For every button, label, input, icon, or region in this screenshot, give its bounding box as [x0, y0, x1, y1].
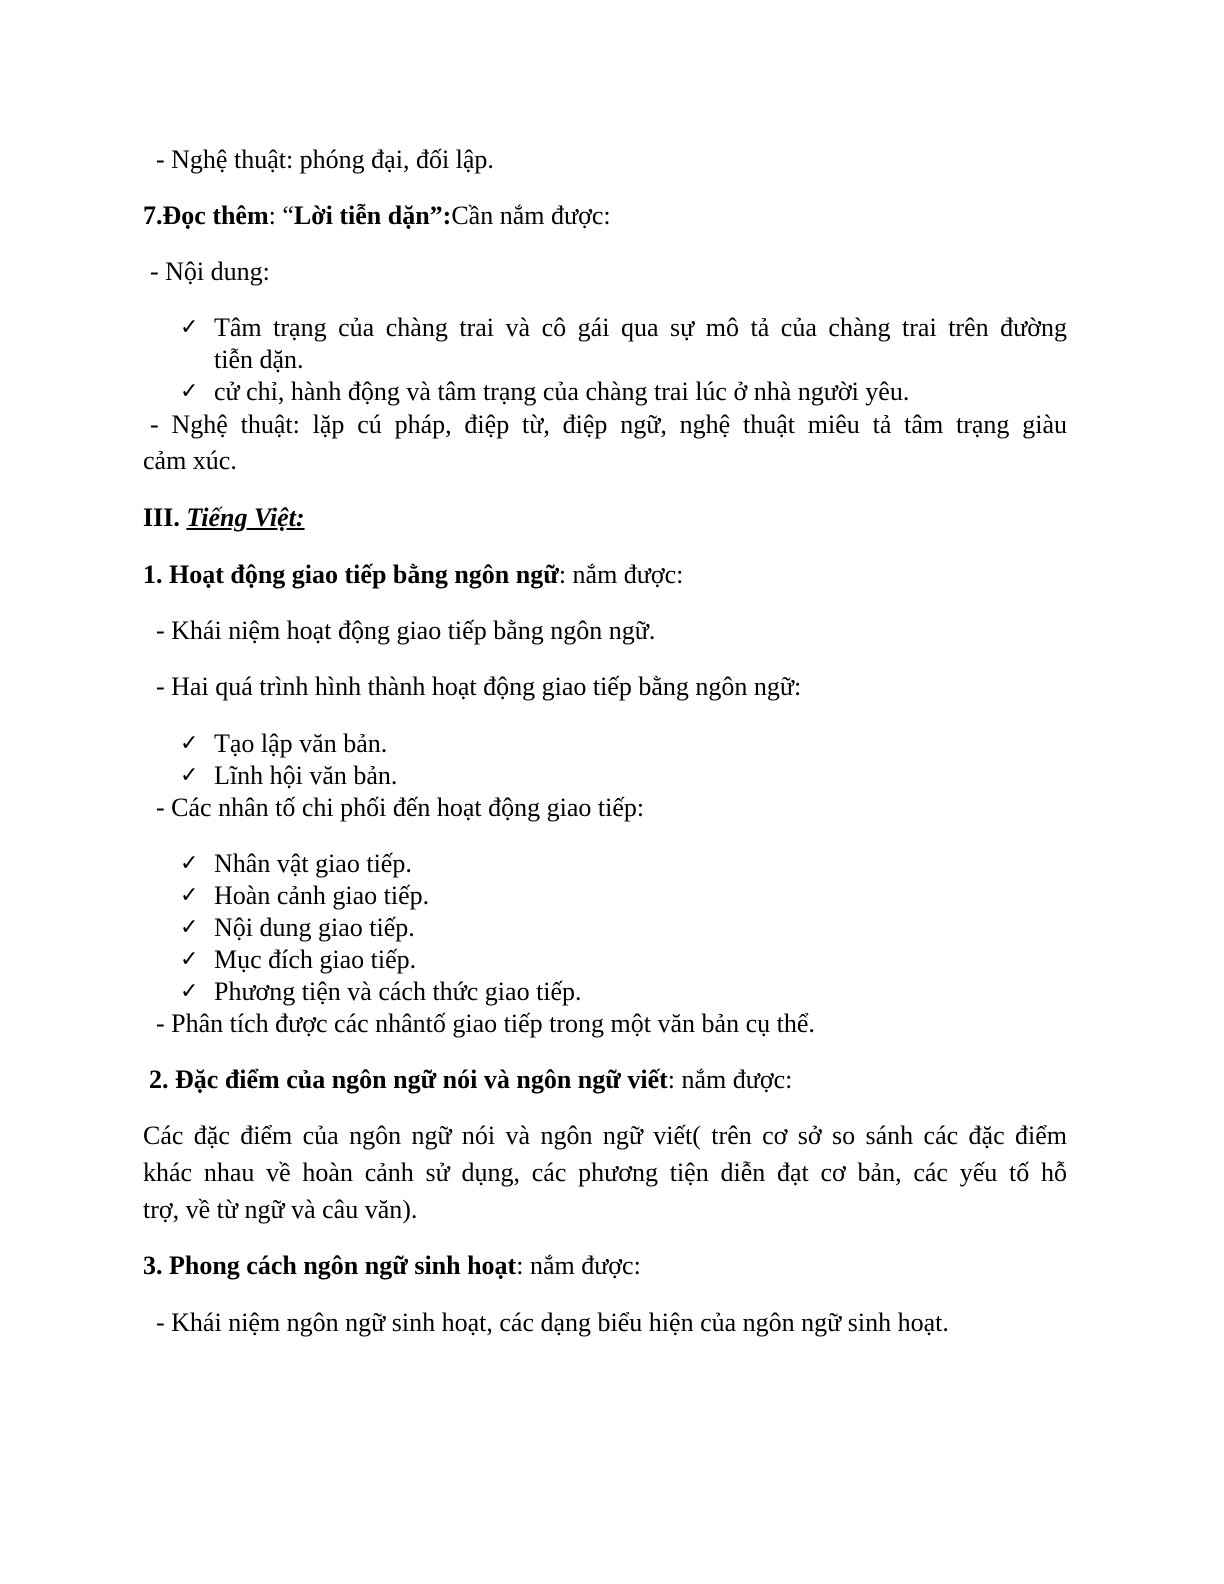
heading-1 [143, 557, 1067, 593]
section-heading [143, 500, 1067, 536]
h3-paragraph: - Khái niệm ngôn ngữ sinh hoạt, các dạng biểu hiện của ngôn ngữ sinh hoạt. [156, 1308, 949, 1337]
nghe-thuat-2-line1: - Nghệ thuật: lặp cú pháp, điệp từ, điệp ngữ, nghệ thuật miêu tả tâm trạng giàu [150, 410, 1067, 439]
heading-2-num: 2 [149, 1065, 162, 1094]
doc-them-heading [143, 198, 1067, 234]
noi-dung-label: - Nội dung: [150, 257, 270, 286]
h1-paragraph: - Khái niệm hoạt động giao tiếp bằng ngôn ngữ. [156, 616, 656, 645]
section-roman: III. [143, 503, 180, 532]
list-item: Lĩnh hội văn bản. [214, 761, 398, 790]
list-item: Tâm trạng của chàng trai và cô gái qua sự mô tả của chàng trai trên đường [214, 313, 1067, 342]
check-icon: ✓ [180, 851, 199, 876]
list-item: Tạo lập văn bản. [214, 729, 388, 758]
doc-them-title: Lời tiễn dặn”: [293, 201, 452, 230]
section-title: Tiếng Việt: [186, 503, 305, 532]
check-icon: ✓ [180, 763, 199, 788]
check-icon: ✓ [180, 315, 199, 340]
heading-1-title: 1. Hoạt động giao tiếp bằng ngôn ngữ [143, 560, 559, 589]
nghe-thuat-1: - Nghệ thuật: phóng đại, đối lập. [156, 145, 494, 174]
h2-paragraph-line: khác nhau về hoàn cảnh sử dụng, các phương tiện diễn đạt cơ bản, các yếu tố hỗ [143, 1158, 1067, 1187]
doc-them-num: 7.Đọc thêm [143, 201, 269, 230]
doc-them-sep: : “ [268, 201, 294, 230]
list-item: cử chỉ, hành động và tâm trạng của chàng trai lúc ở nhà người yêu. [214, 377, 910, 406]
check-icon: ✓ [180, 883, 199, 908]
check-icon: ✓ [180, 731, 199, 756]
nghe-thuat-2-line2: cảm xúc. [143, 446, 237, 475]
heading-3-rest: : nắm được: [516, 1251, 641, 1280]
list-item: Mục đích giao tiếp. [214, 945, 417, 974]
heading-3-title: 3. Phong cách ngôn ngữ sinh hoạt [143, 1251, 517, 1280]
check-icon: ✓ [180, 915, 199, 940]
list-item: Nhân vật giao tiếp. [214, 849, 412, 878]
h1-paragraph: - Phân tích được các nhântố giao tiếp trong một văn bản cụ thể. [156, 1009, 815, 1038]
list-item-continued: tiễn dặn. [214, 345, 304, 374]
h2-paragraph-line: Các đặc điểm của ngôn ngữ nói và ngôn ngữ viết( trên cơ sở so sánh các đặc điểm [143, 1121, 1067, 1150]
heading-2-rest: : nắm được: [667, 1065, 793, 1094]
heading-2 [149, 1062, 1067, 1098]
list-item: Hoàn cảnh giao tiếp. [214, 881, 430, 910]
list-item: Phương tiện và cách thức giao tiếp. [214, 977, 582, 1006]
check-icon: ✓ [180, 379, 199, 404]
heading-2-title: . Đặc điểm của ngôn ngữ nói và ngôn ngữ viết [162, 1065, 668, 1094]
check-icon: ✓ [180, 947, 199, 972]
list-item: Nội dung giao tiếp. [214, 913, 415, 942]
heading-1-rest: : nắm được: [558, 560, 684, 589]
doc-them-rest: Cần nắm được: [451, 201, 611, 230]
heading-3 [143, 1248, 1067, 1284]
h1-paragraph: - Hai quá trình hình thành hoạt động giao tiếp bằng ngôn ngữ: [156, 672, 802, 701]
h2-paragraph-line: trợ, về từ ngữ và câu văn). [143, 1195, 418, 1224]
check-icon: ✓ [180, 979, 199, 1004]
h1-paragraph: - Các nhân tố chi phối đến hoạt động giao tiếp: [156, 793, 645, 822]
